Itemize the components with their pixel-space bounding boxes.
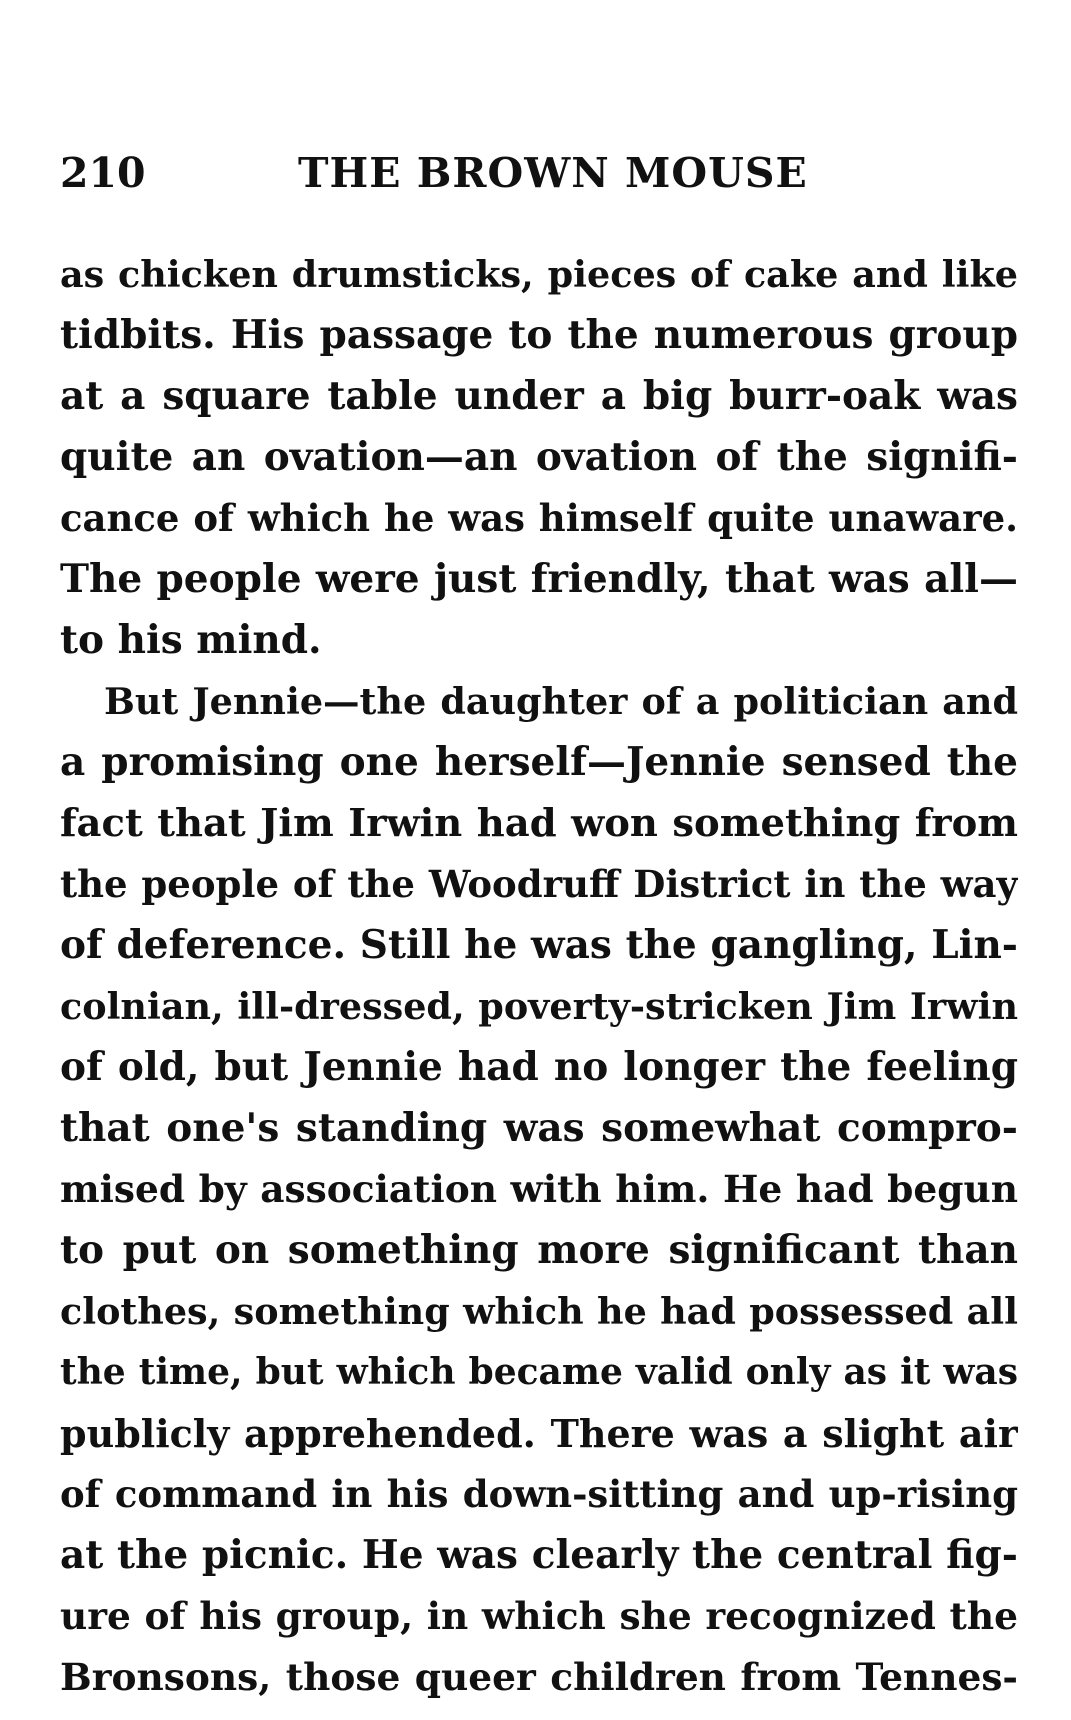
text-line: mised by association with him. He had begun (60, 1167, 1018, 1211)
page-header (60, 148, 1020, 198)
text-line: The people were just friendly, that was all— (60, 556, 1018, 602)
text-line: at the picnic. He was clearly the central fig- (60, 1532, 1018, 1578)
text-line: a promising one herself—Jennie sensed the (60, 739, 1018, 785)
text-line: of command in his down-sitting and up-rising (60, 1472, 1018, 1516)
text-line: to put on something more significant than (60, 1227, 1018, 1273)
text-line: clothes, something which he had possessed all (60, 1290, 1018, 1333)
text-line: tidbits. His passage to the numerous group (60, 312, 1018, 358)
text-line: publicly apprehended. There was a slight air (60, 1411, 1018, 1456)
page-number: 210 (60, 149, 146, 197)
text-line: that one's standing was somewhat compro- (60, 1105, 1018, 1151)
text-line: at a square table under a big burr-oak was (60, 373, 1018, 419)
body-text (60, 244, 1018, 1708)
text-line: the time, but which became valid only as it was (60, 1351, 1018, 1393)
text-line: Bronsons, those queer children from Tennes- (60, 1655, 1018, 1699)
text-line: ure of his group, in which she recognized the (60, 1594, 1018, 1638)
text-line: of deference. Still he was the gangling, Lin- (60, 922, 1018, 968)
text-line: cance of which he was himself quite unaware. (60, 496, 1018, 540)
text-line: quite an ovation—an ovation of the signifi- (60, 434, 1018, 480)
text-line: fact that Jim Irwin had won something from (60, 801, 1018, 846)
text-line: to his mind. (60, 617, 322, 663)
running-title: THE BROWN MOUSE (298, 149, 808, 197)
text-line: of old, but Jennie had no longer the feeling (60, 1044, 1018, 1090)
text-line: as chicken drumsticks, pieces of cake and like (60, 253, 1018, 296)
paragraph-start-line: But Jennie—the daughter of a politician and (104, 680, 1018, 723)
text-line: colnian, ill-dressed, poverty-stricken Jim Irwin (60, 985, 1018, 1028)
text-line: the people of the Woodruff District in the way (60, 862, 1018, 906)
